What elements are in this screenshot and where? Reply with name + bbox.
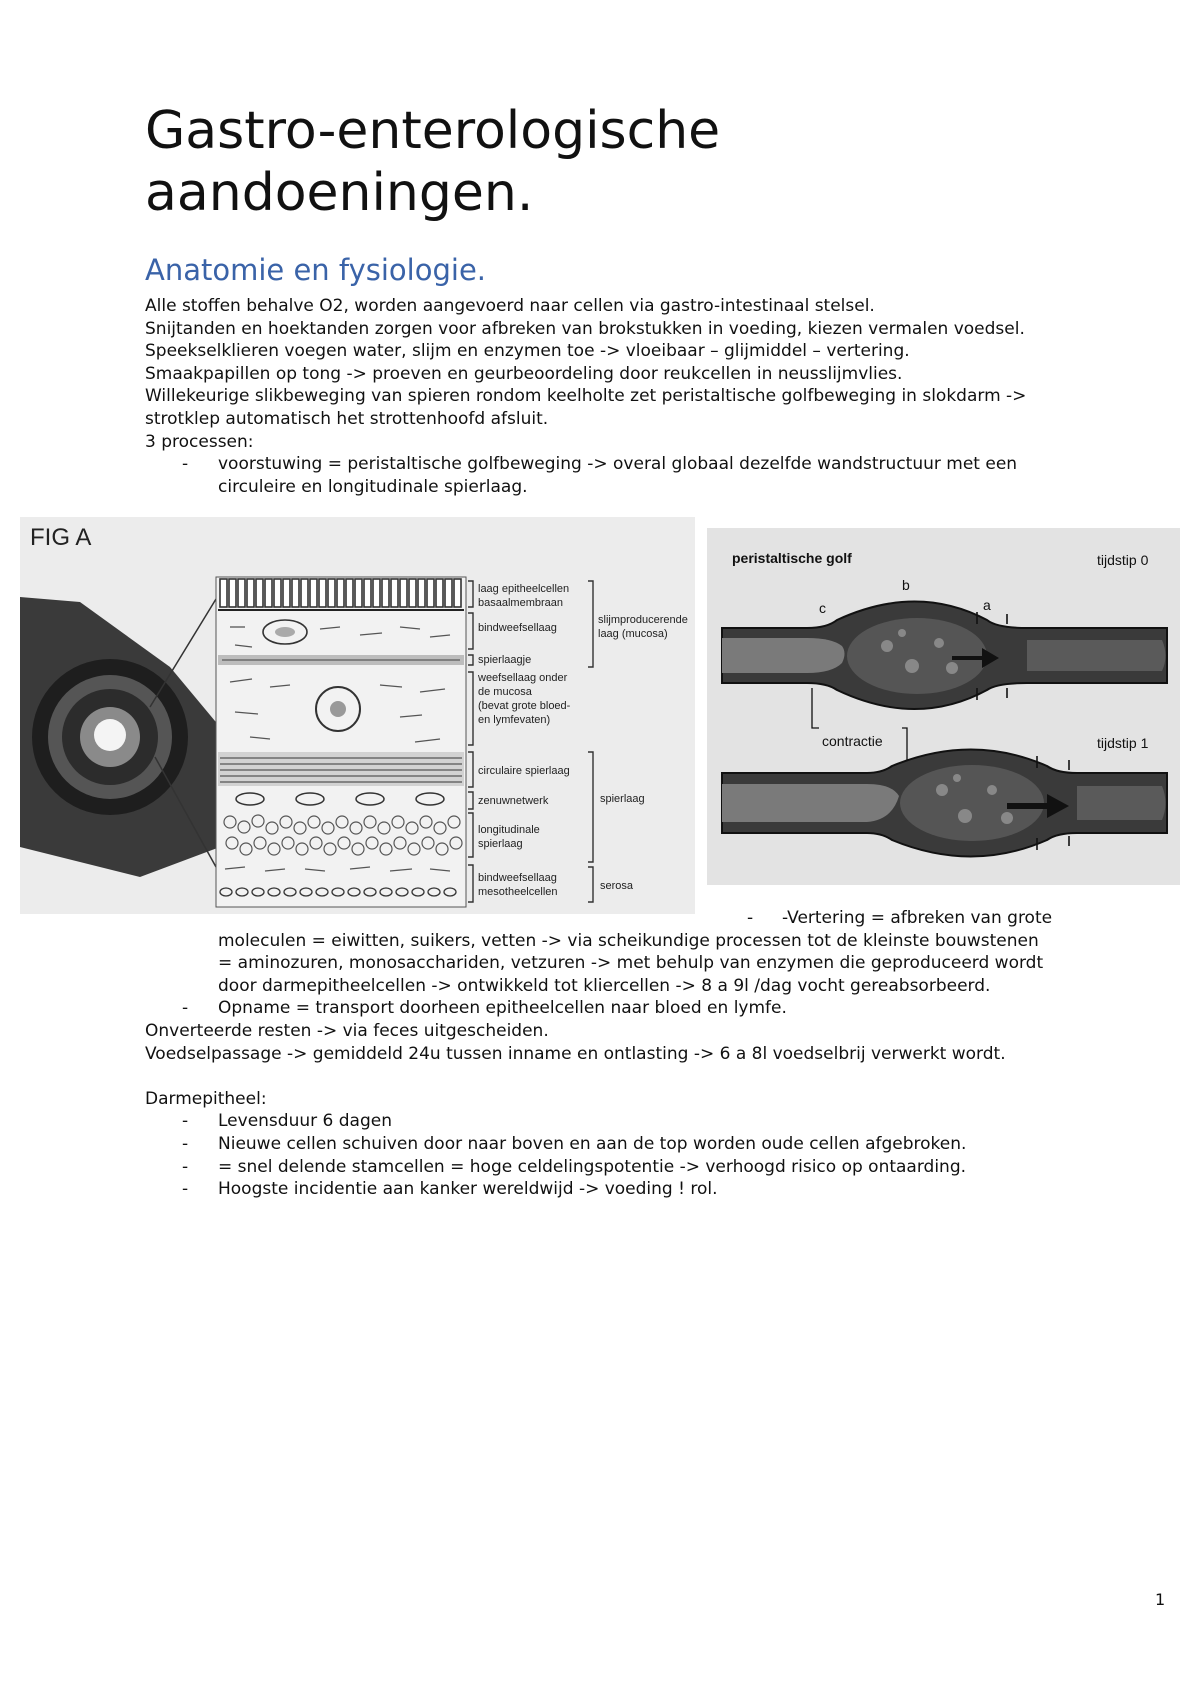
darmepitheel-heading: Darmepitheel: [145, 1088, 267, 1109]
title-line-1: Gastro-enterologische [145, 101, 721, 161]
label-epithelium: laag epitheelcellen [478, 583, 570, 595]
label-basement-membrane: basaalmembraan [478, 597, 563, 609]
title-line-2: aandoeningen. [145, 163, 534, 223]
list-item-text: = aminozuren, monosacchariden, vetzuren -> met behulp van enzymen die geproduceerd wordt [218, 953, 1044, 974]
list-item-opname [145, 997, 1185, 1020]
paragraph-line: Alle stoffen behalve O2, worden aangevoerd naar cellen via gastro-intestinaal stelsel. [145, 296, 875, 316]
fig-b-contraction: contractie [822, 733, 883, 749]
list-item-text: Levensduur 6 dagen [218, 1111, 392, 1132]
label-circular-muscle: circulaire spierlaag [478, 765, 570, 777]
label-submucosa-4: en lymfevaten) [478, 714, 551, 726]
bullet-dash: - [182, 998, 189, 1019]
label-submucosa-2: de mucosa [478, 686, 532, 698]
label-longitudinal-2: spierlaag [478, 838, 523, 850]
list-item-voorstuwing [145, 453, 1185, 498]
bullet-dash: - [182, 1179, 189, 1200]
label-serosa-connective: bindweefsellaag [478, 872, 557, 884]
label-nerve-network: zenuwnetwerk [478, 795, 549, 807]
fig-b-time-0: tijdstip 0 [1097, 552, 1149, 568]
label-connective-tissue: bindweefsellaag [478, 622, 557, 634]
bullet-dash: - [182, 1156, 189, 1177]
label-submucosa-1: weefsellaag onder [478, 672, 568, 684]
list-item-text: Opname = transport doorheen epitheelcellen naar bloed en lymfe. [218, 998, 787, 1019]
bullet-dash: - [182, 1133, 189, 1154]
label-submucosa-3: (bevat grote bloed- [478, 700, 571, 712]
list-item [145, 1133, 1185, 1156]
list-item-text: circuleire en longitudinale spierlaag. [218, 476, 528, 497]
group-label-muscle: spierlaag [600, 793, 645, 805]
page-number: 1 [1155, 1590, 1166, 1609]
fig-b-title: peristaltische golf [732, 550, 852, 566]
gut-wall-illustration [20, 517, 695, 914]
fig-b-time-1: tijdstip 1 [1097, 735, 1149, 751]
group-label-serosa: serosa [600, 880, 634, 892]
fig-b-marker-b: b [902, 577, 910, 593]
bullet-dash: - [747, 908, 754, 928]
paragraph-line: Willekeurige slikbeweging van spieren rondom keelholte zet peristaltische golfbeweging in slokdarm -> [145, 386, 1027, 407]
paragraph-line: Snijtanden en hoektanden zorgen voor afbreken van brokstukken in voeding, kiezen vermalen voedsel. [145, 318, 1025, 339]
lower-text [145, 907, 1185, 1201]
list-item-vertering-start [145, 907, 1185, 930]
list-item [145, 1110, 1185, 1133]
list-item-text: Hoogste incidentie aan kanker wereldwijd -> voeding ! rol. [218, 1179, 718, 1200]
paragraph-line: Onverteerde resten -> via feces uitgescheiden. [145, 1020, 549, 1041]
paragraph-line: Speekselklieren voegen water, slijm en enzymen toe -> vloeibaar – glijmiddel – vertering. [145, 341, 910, 362]
bullet-dash: - [182, 454, 189, 475]
group-label-mucosa-2: laag (mucosa) [598, 628, 668, 640]
paragraph-line: Voedselpassage -> gemiddeld 24u tussen inname en ontlasting -> 6 a 8l voedselbrij verwerkt wordt. [145, 1043, 1006, 1064]
list-item-text: voorstuwing = peristaltische golfbeweging -> overal globaal dezelfde wandstructuur met een [218, 454, 1018, 475]
paragraph-line: Smaakpapillen op tong -> proeven en geurbeoordeling door reukcellen in neusslijmvlies. [145, 363, 903, 384]
list-item-text: door darmepitheelcellen -> ontwikkeld tot kliercellen -> 8 a 9l /dag vocht gereabsorbeerd. [218, 975, 991, 996]
bullet-dash: - [182, 1111, 189, 1132]
fig-b-marker-c: c [819, 600, 826, 616]
list-item-text: -Vertering = afbreken van grote [782, 908, 1053, 928]
list-item-text: Nieuwe cellen schuiven door naar boven en aan de top worden oude cellen afgebroken. [218, 1133, 967, 1154]
figure-b-peristaltic-wave [707, 528, 1180, 885]
peristalsis-illustration [707, 528, 1180, 885]
paragraph-line: 3 processen: [145, 431, 254, 452]
label-muscularis-mucosae: spierlaagje [478, 654, 532, 666]
fig-a-handwritten-label: FIG A [30, 524, 92, 551]
list-item-text: = snel delende stamcellen = hoge celdelingspotentie -> verhoogd risico op ontaarding. [218, 1156, 967, 1177]
list-item [145, 1178, 1185, 1201]
label-mesothelium: mesotheelcellen [478, 886, 558, 898]
label-longitudinal-1: longitudinale [478, 824, 540, 836]
intro-text [145, 295, 1185, 498]
group-label-mucosa-1: slijmproducerende [598, 614, 688, 626]
document-title [145, 100, 720, 224]
figure-a-gut-wall-layers [20, 517, 695, 914]
fig-b-marker-a: a [983, 597, 991, 613]
list-item [145, 1156, 1185, 1179]
blank-line [145, 1065, 1185, 1088]
section-heading: Anatomie en fysiologie. [145, 253, 487, 287]
list-item-text: moleculen = eiwitten, suikers, vetten -> via scheikundige processen tot de kleinste bouwstenen [218, 930, 1039, 951]
paragraph-line: strotklep automatisch het strottenhoofd afsluit. [145, 408, 549, 429]
